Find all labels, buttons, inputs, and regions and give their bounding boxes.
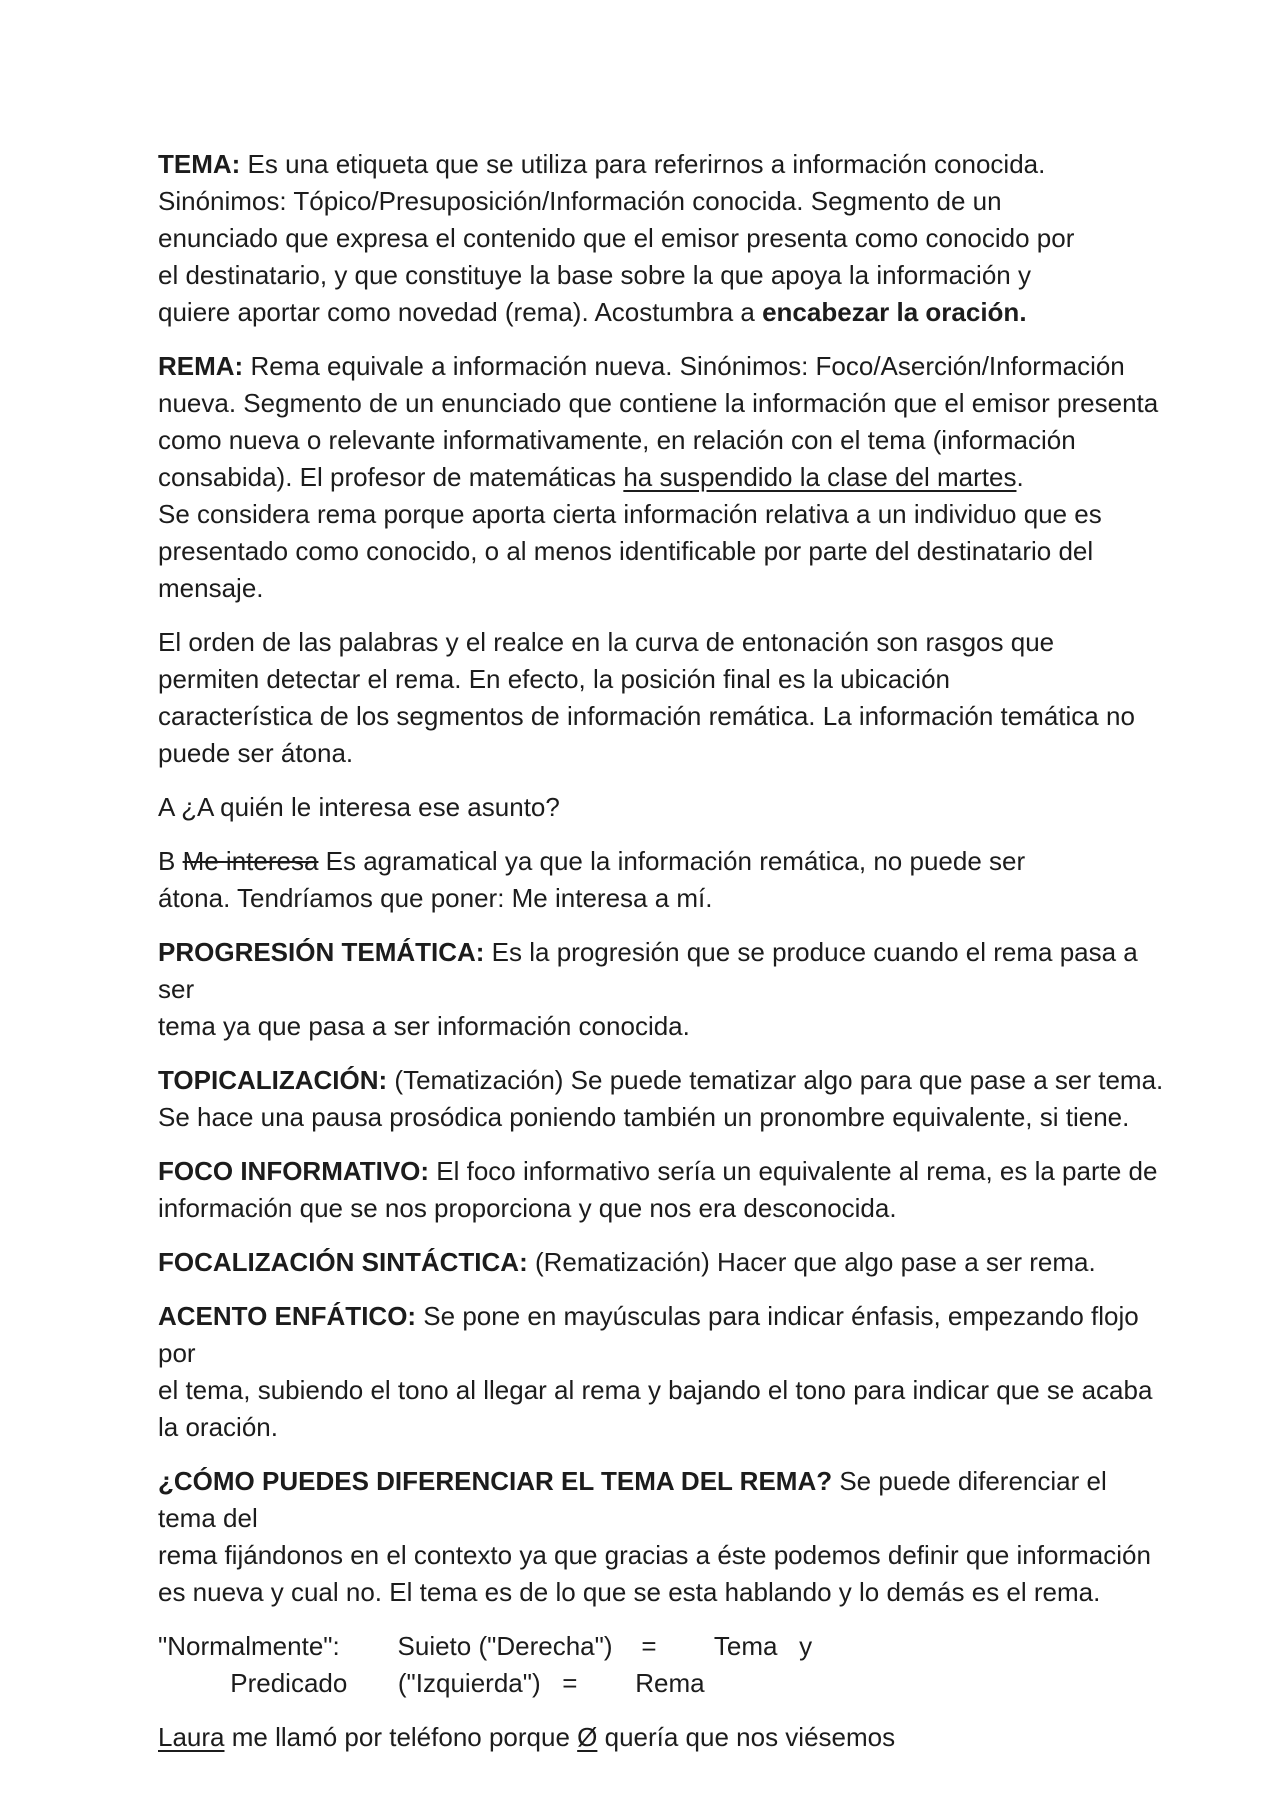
text-line	[158, 294, 1168, 331]
text-run: Se puede diferenciar el tema del	[158, 1466, 1114, 1533]
paragraph	[158, 1628, 1168, 1702]
text-line	[158, 789, 1168, 826]
text-run: me llamó por teléfono porque	[224, 1722, 578, 1752]
paragraph	[158, 1463, 1168, 1611]
text-line	[158, 880, 1168, 917]
paragraph	[158, 1153, 1168, 1227]
text-run: FOCO INFORMATIVO:	[158, 1156, 430, 1186]
paragraph	[158, 1062, 1168, 1136]
text-run: Es una etiqueta que se utiliza para referirnos a información conocida.	[240, 149, 1046, 179]
paragraph	[158, 624, 1168, 772]
text-line	[158, 1190, 1168, 1227]
text-line	[158, 533, 1168, 570]
text-line	[158, 1153, 1168, 1190]
paragraph	[158, 1244, 1168, 1281]
text-run: ha suspendido la clase del martes	[623, 462, 1017, 492]
text-line	[158, 1099, 1168, 1136]
paragraph	[158, 1298, 1168, 1446]
text-run: quiere aportar como novedad (rema). Acostumbra a	[158, 297, 763, 327]
text-run: Ø	[577, 1722, 598, 1752]
paragraph	[158, 789, 1168, 826]
text-run: ¿CÓMO PUEDES DIFERENCIAR EL TEMA DEL REMA?	[158, 1466, 833, 1496]
text-run: REMA:	[158, 351, 244, 381]
text-line	[158, 698, 1168, 735]
text-run: Es la progresión que se produce cuando el rema pasa a ser	[158, 937, 1145, 1004]
text-line	[158, 843, 1168, 880]
text-run: Rema equivale a información nueva. Sinónimos: Foco/Aserción/Información	[243, 351, 1125, 381]
text-run: Predicado ("Izquierda") = Rema	[158, 1668, 705, 1698]
paragraph	[158, 146, 1168, 331]
text-run: B	[158, 846, 183, 876]
text-run: Me interesa	[182, 846, 319, 876]
text-line	[158, 1244, 1168, 1281]
paragraph	[158, 1719, 1168, 1756]
text-line	[158, 146, 1168, 183]
text-run: nueva. Segmento de un enunciado que contiene la información que el emisor presenta	[158, 388, 1159, 418]
text-run: mensaje.	[158, 573, 264, 603]
text-line	[158, 735, 1168, 772]
text-run: presentado como conocido, o al menos identificable por parte del destinatario del	[158, 536, 1094, 566]
text-run: Laura	[158, 1722, 225, 1752]
text-run: El orden de las palabras y el realce en la curva de entonación son rasgos que	[158, 627, 1055, 657]
text-line	[158, 1298, 1168, 1372]
document-body	[158, 146, 1168, 1773]
text-run: TOPICALIZACIÓN:	[158, 1065, 388, 1095]
text-run: (Tematización) Se puede tematizar algo para que pase a ser tema.	[387, 1065, 1164, 1095]
text-line	[158, 1574, 1168, 1611]
text-run: rema fijándonos en el contexto ya que gracias a éste podemos definir que información	[158, 1540, 1151, 1570]
text-run: El foco informativo sería un equivalente al rema, es la parte de	[429, 1156, 1158, 1186]
paragraph	[158, 348, 1168, 607]
text-line	[158, 1719, 1168, 1756]
text-run: puede ser átona.	[158, 738, 354, 768]
text-run: Se considera rema porque aporta cierta información relativa a un individuo que es	[158, 499, 1102, 529]
text-run: .	[1016, 462, 1024, 492]
text-line	[158, 1409, 1168, 1446]
text-run: el destinatario, y que constituye la base sobre la que apoya la información y	[158, 260, 1031, 290]
text-run: tema ya que pasa a ser información conocida.	[158, 1011, 690, 1041]
paragraph	[158, 843, 1168, 917]
text-line	[158, 496, 1168, 533]
text-line	[158, 661, 1168, 698]
text-line	[158, 385, 1168, 422]
text-line	[158, 183, 1168, 220]
text-line	[158, 220, 1168, 257]
text-run: permiten detectar el rema. En efecto, la posición final es la ubicación	[158, 664, 950, 694]
text-line	[158, 1372, 1168, 1409]
text-run: Se pone en mayúsculas para indicar énfasis, empezando flojo por	[158, 1301, 1146, 1368]
text-run: la oración.	[158, 1412, 278, 1442]
text-line	[158, 1628, 1168, 1665]
text-line	[158, 459, 1168, 496]
text-line	[158, 1463, 1168, 1537]
text-line	[158, 1537, 1168, 1574]
text-run: encabezar la oración.	[762, 297, 1027, 327]
paragraph	[158, 934, 1168, 1045]
text-run: FOCALIZACIÓN SINTÁCTICA:	[158, 1247, 528, 1277]
text-run: característica de los segmentos de información remática. La información temática no	[158, 701, 1135, 731]
text-line	[158, 624, 1168, 661]
text-run: consabida). El profesor de matemáticas	[158, 462, 624, 492]
text-line	[158, 1062, 1168, 1099]
text-run: Sinónimos: Tópico/Presuposición/Información conocida. Segmento de un	[158, 186, 1002, 216]
text-run: Se hace una pausa prosódica poniendo también un pronombre equivalente, si tiene.	[158, 1102, 1130, 1132]
text-run: átona. Tendríamos que poner: Me interesa a mí.	[158, 883, 713, 913]
text-run: quería que nos viésemos	[597, 1722, 896, 1752]
text-line	[158, 1665, 1168, 1702]
text-run: PROGRESIÓN TEMÁTICA:	[158, 937, 485, 967]
text-run: enunciado que expresa el contenido que el emisor presenta como conocido por	[158, 223, 1075, 253]
text-line	[158, 570, 1168, 607]
text-run: Es agramatical ya que la información remática, no puede ser	[318, 846, 1026, 876]
text-line	[158, 422, 1168, 459]
text-line	[158, 257, 1168, 294]
text-line	[158, 1008, 1168, 1045]
text-run: A ¿A quién le interesa ese asunto?	[158, 792, 560, 822]
text-run: información que se nos proporciona y que nos era desconocida.	[158, 1193, 897, 1223]
text-run: TEMA:	[158, 149, 241, 179]
text-run: ACENTO ENFÁTICO:	[158, 1301, 417, 1331]
text-line	[158, 934, 1168, 1008]
text-run: el tema, subiendo el tono al llegar al rema y bajando el tono para indicar que se acaba	[158, 1375, 1153, 1405]
text-run: es nueva y cual no. El tema es de lo que se esta hablando y lo demás es el rema.	[158, 1577, 1101, 1607]
text-run: "Normalmente": Suieto ("Derecha") = Tema y	[158, 1631, 813, 1661]
text-run: (Rematización) Hacer que algo pase a ser rema.	[527, 1247, 1096, 1277]
text-line	[158, 348, 1168, 385]
text-run: como nueva o relevante informativamente, en relación con el tema (información	[158, 425, 1076, 455]
